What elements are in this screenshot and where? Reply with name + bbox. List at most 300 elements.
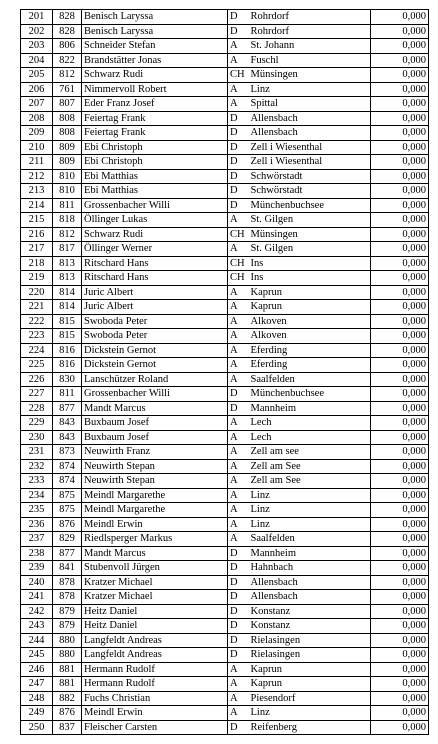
bib-number-cell: 812 [53,68,82,83]
athlete-name-cell: Schwarz Rudi [82,68,228,83]
points-cell: 0,000 [371,329,429,344]
country-code-cell: D [228,604,249,619]
athlete-name-cell: Hermann Rudolf [82,677,228,692]
athlete-name-cell: Ebi Matthias [82,184,228,199]
rank-cell: 233 [21,474,53,489]
rank-cell: 243 [21,619,53,634]
points-cell: 0,000 [371,271,429,286]
hometown-cell: Ins [249,271,371,286]
country-code-cell: D [228,619,249,634]
points-cell: 0,000 [371,387,429,402]
points-cell: 0,000 [371,445,429,460]
rank-cell: 229 [21,416,53,431]
rank-cell: 238 [21,546,53,561]
points-cell: 0,000 [371,169,429,184]
rank-cell: 204 [21,53,53,68]
rank-cell: 232 [21,459,53,474]
points-cell: 0,000 [371,416,429,431]
country-code-cell: D [228,169,249,184]
bib-number-cell: 828 [53,24,82,39]
table-row [21,648,429,663]
country-code-cell: A [228,532,249,547]
bib-number-cell: 814 [53,300,82,315]
points-cell: 0,000 [371,39,429,54]
points-cell: 0,000 [371,706,429,721]
country-code-cell: D [228,140,249,155]
bib-number-cell: 817 [53,242,82,257]
rank-cell: 221 [21,300,53,315]
rank-cell: 250 [21,720,53,735]
country-code-cell: A [228,53,249,68]
points-cell: 0,000 [371,546,429,561]
hometown-cell: Kaprun [249,285,371,300]
table-row [21,300,429,315]
table-row [21,82,429,97]
table-row [21,474,429,489]
country-code-cell: A [228,97,249,112]
country-code-cell: A [228,430,249,445]
country-code-cell: D [228,648,249,663]
table-row [21,24,429,39]
country-code-cell: A [228,416,249,431]
points-cell: 0,000 [371,155,429,170]
athlete-name-cell: Grossenbacher Willi [82,387,228,402]
hometown-cell: Piesendorf [249,691,371,706]
country-code-cell: D [228,546,249,561]
athlete-name-cell: Brandstätter Jonas [82,53,228,68]
bib-number-cell: 878 [53,590,82,605]
table-row [21,68,429,83]
athlete-name-cell: Meindl Erwin [82,517,228,532]
hometown-cell: Konstanz [249,619,371,634]
points-cell: 0,000 [371,68,429,83]
points-cell: 0,000 [371,488,429,503]
table-row [21,532,429,547]
bib-number-cell: 811 [53,387,82,402]
hometown-cell: St. Gilgen [249,213,371,228]
points-cell: 0,000 [371,24,429,39]
rank-cell: 202 [21,24,53,39]
table-row [21,459,429,474]
athlete-name-cell: Heitz Daniel [82,604,228,619]
table-row [21,619,429,634]
rank-cell: 220 [21,285,53,300]
hometown-cell: Alkoven [249,314,371,329]
table-row [21,329,429,344]
rank-cell: 247 [21,677,53,692]
athlete-name-cell: Hermann Rudolf [82,662,228,677]
bib-number-cell: 829 [53,532,82,547]
athlete-name-cell: Fleischer Carsten [82,720,228,735]
table-row [21,285,429,300]
country-code-cell: D [228,126,249,141]
hometown-cell: St. Johann [249,39,371,54]
country-code-cell: A [228,329,249,344]
country-code-cell: A [228,691,249,706]
points-cell: 0,000 [371,459,429,474]
athlete-name-cell: Feiertag Frank [82,126,228,141]
rank-cell: 231 [21,445,53,460]
table-row [21,184,429,199]
rank-cell: 211 [21,155,53,170]
country-code-cell: A [228,285,249,300]
rank-cell: 235 [21,503,53,518]
points-cell: 0,000 [371,590,429,605]
hometown-cell: Schwörstadt [249,184,371,199]
bib-number-cell: 874 [53,474,82,489]
rank-cell: 217 [21,242,53,257]
athlete-name-cell: Juric Albert [82,300,228,315]
athlete-name-cell: Buxbaum Josef [82,416,228,431]
athlete-name-cell: Ritschard Hans [82,256,228,271]
rank-cell: 203 [21,39,53,54]
bib-number-cell: 815 [53,314,82,329]
points-cell: 0,000 [371,532,429,547]
bib-number-cell: 879 [53,619,82,634]
rank-cell: 245 [21,648,53,663]
table-row [21,97,429,112]
hometown-cell: Münsingen [249,68,371,83]
bib-number-cell: 873 [53,445,82,460]
country-code-cell: D [228,575,249,590]
country-code-cell: A [228,677,249,692]
table-row [21,416,429,431]
bib-number-cell: 877 [53,401,82,416]
hometown-cell: Linz [249,706,371,721]
table-row [21,242,429,257]
rank-cell: 228 [21,401,53,416]
table-row [21,169,429,184]
athlete-name-cell: Meindl Margarethe [82,488,228,503]
points-cell: 0,000 [371,604,429,619]
points-cell: 0,000 [371,619,429,634]
points-cell: 0,000 [371,184,429,199]
bib-number-cell: 843 [53,416,82,431]
table-row [21,198,429,213]
table-row [21,604,429,619]
table-row [21,662,429,677]
athlete-name-cell: Buxbaum Josef [82,430,228,445]
athlete-name-cell: Neuwirth Franz [82,445,228,460]
athlete-name-cell: Ebi Christoph [82,155,228,170]
points-cell: 0,000 [371,662,429,677]
country-code-cell: A [228,343,249,358]
hometown-cell: Hahnbach [249,561,371,576]
points-cell: 0,000 [371,503,429,518]
table-row [21,503,429,518]
bib-number-cell: 809 [53,155,82,170]
points-cell: 0,000 [371,372,429,387]
results-table-body [21,10,429,735]
athlete-name-cell: Öllinger Lukas [82,213,228,228]
table-row [21,488,429,503]
results-table [20,9,429,735]
points-cell: 0,000 [371,242,429,257]
country-code-cell: A [228,39,249,54]
points-cell: 0,000 [371,111,429,126]
country-code-cell: CH [228,227,249,242]
points-cell: 0,000 [371,97,429,112]
athlete-name-cell: Juric Albert [82,285,228,300]
hometown-cell: Ins [249,256,371,271]
hometown-cell: Rielasingen [249,633,371,648]
country-code-cell: A [228,459,249,474]
hometown-cell: Allensbach [249,126,371,141]
hometown-cell: Zell i Wiesenthal [249,140,371,155]
rank-cell: 213 [21,184,53,199]
rank-cell: 241 [21,590,53,605]
hometown-cell: Münchenbuchsee [249,198,371,213]
rank-cell: 246 [21,662,53,677]
hometown-cell: Allensbach [249,590,371,605]
athlete-name-cell: Lanschützer Roland [82,372,228,387]
bib-number-cell: 876 [53,706,82,721]
table-row [21,372,429,387]
athlete-name-cell: Mandt Marcus [82,401,228,416]
athlete-name-cell: Kratzer Michael [82,575,228,590]
points-cell: 0,000 [371,126,429,141]
rank-cell: 222 [21,314,53,329]
athlete-name-cell: Schneider Stefan [82,39,228,54]
bib-number-cell: 881 [53,662,82,677]
bib-number-cell: 806 [53,39,82,54]
points-cell: 0,000 [371,561,429,576]
country-code-cell: A [228,662,249,677]
country-code-cell: A [228,488,249,503]
table-row [21,561,429,576]
bib-number-cell: 811 [53,198,82,213]
hometown-cell: Saalfelden [249,532,371,547]
athlete-name-cell: Meindl Erwin [82,706,228,721]
bib-number-cell: 880 [53,633,82,648]
points-cell: 0,000 [371,343,429,358]
rank-cell: 244 [21,633,53,648]
bib-number-cell: 816 [53,343,82,358]
country-code-cell: D [228,590,249,605]
bib-number-cell: 875 [53,503,82,518]
athlete-name-cell: Neuwirth Stepan [82,474,228,489]
rank-cell: 225 [21,358,53,373]
athlete-name-cell: Mandt Marcus [82,546,228,561]
athlete-name-cell: Meindl Margarethe [82,503,228,518]
bib-number-cell: 809 [53,140,82,155]
athlete-name-cell: Öllinger Werner [82,242,228,257]
bib-number-cell: 830 [53,372,82,387]
table-row [21,271,429,286]
athlete-name-cell: Benisch Laryssa [82,24,228,39]
points-cell: 0,000 [371,285,429,300]
rank-cell: 206 [21,82,53,97]
points-cell: 0,000 [371,300,429,315]
athlete-name-cell: Stubenvoll Jürgen [82,561,228,576]
athlete-name-cell: Heitz Daniel [82,619,228,634]
athlete-name-cell: Langfeldt Andreas [82,648,228,663]
hometown-cell: Lech [249,430,371,445]
bib-number-cell: 818 [53,213,82,228]
hometown-cell: Lech [249,416,371,431]
bib-number-cell: 837 [53,720,82,735]
hometown-cell: Münsingen [249,227,371,242]
athlete-name-cell: Fuchs Christian [82,691,228,706]
athlete-name-cell: Nimmervoll Robert [82,82,228,97]
athlete-name-cell: Ebi Matthias [82,169,228,184]
points-cell: 0,000 [371,430,429,445]
points-cell: 0,000 [371,677,429,692]
hometown-cell: Zell am See [249,459,371,474]
rank-cell: 236 [21,517,53,532]
country-code-cell: A [228,445,249,460]
bib-number-cell: 814 [53,285,82,300]
table-row [21,10,429,25]
country-code-cell: A [228,314,249,329]
rank-cell: 212 [21,169,53,184]
bib-number-cell: 876 [53,517,82,532]
bib-number-cell: 813 [53,271,82,286]
hometown-cell: Reifenberg [249,720,371,735]
hometown-cell: Allensbach [249,575,371,590]
country-code-cell: A [228,517,249,532]
country-code-cell: D [228,387,249,402]
rank-cell: 209 [21,126,53,141]
hometown-cell: Schwörstadt [249,169,371,184]
hometown-cell: Zell am see [249,445,371,460]
hometown-cell: Mannheim [249,401,371,416]
table-row [21,387,429,402]
hometown-cell: Linz [249,82,371,97]
points-cell: 0,000 [371,256,429,271]
athlete-name-cell: Dickstein Gernot [82,358,228,373]
country-code-cell: A [228,300,249,315]
rank-cell: 215 [21,213,53,228]
bib-number-cell: 828 [53,10,82,25]
table-row [21,401,429,416]
points-cell: 0,000 [371,474,429,489]
rank-cell: 201 [21,10,53,25]
athlete-name-cell: Ebi Christoph [82,140,228,155]
country-code-cell: A [228,503,249,518]
rank-cell: 216 [21,227,53,242]
country-code-cell: CH [228,271,249,286]
points-cell: 0,000 [371,227,429,242]
points-cell: 0,000 [371,53,429,68]
athlete-name-cell: Eder Franz Josef [82,97,228,112]
hometown-cell: Linz [249,503,371,518]
points-cell: 0,000 [371,314,429,329]
rank-cell: 226 [21,372,53,387]
rank-cell: 208 [21,111,53,126]
bib-number-cell: 816 [53,358,82,373]
bib-number-cell: 813 [53,256,82,271]
country-code-cell: A [228,242,249,257]
points-cell: 0,000 [371,213,429,228]
hometown-cell: Spittal [249,97,371,112]
rank-cell: 207 [21,97,53,112]
table-row [21,590,429,605]
rank-cell: 218 [21,256,53,271]
table-row [21,546,429,561]
country-code-cell: D [228,111,249,126]
points-cell: 0,000 [371,198,429,213]
athlete-name-cell: Swoboda Peter [82,314,228,329]
hometown-cell: Rielasingen [249,648,371,663]
points-cell: 0,000 [371,140,429,155]
country-code-cell: D [228,633,249,648]
bib-number-cell: 878 [53,575,82,590]
table-row [21,720,429,735]
table-row [21,343,429,358]
athlete-name-cell: Ritschard Hans [82,271,228,286]
hometown-cell: Alkoven [249,329,371,344]
bib-number-cell: 812 [53,227,82,242]
rank-cell: 224 [21,343,53,358]
rank-cell: 219 [21,271,53,286]
table-row [21,213,429,228]
rank-cell: 227 [21,387,53,402]
table-row [21,430,429,445]
bib-number-cell: 815 [53,329,82,344]
bib-number-cell: 881 [53,677,82,692]
table-row [21,314,429,329]
hometown-cell: St. Gilgen [249,242,371,257]
hometown-cell: Eferding [249,343,371,358]
athlete-name-cell: Feiertag Frank [82,111,228,126]
points-cell: 0,000 [371,517,429,532]
bib-number-cell: 875 [53,488,82,503]
rank-cell: 205 [21,68,53,83]
bib-number-cell: 808 [53,111,82,126]
table-row [21,256,429,271]
country-code-cell: A [228,372,249,387]
points-cell: 0,000 [371,575,429,590]
bib-number-cell: 879 [53,604,82,619]
bib-number-cell: 808 [53,126,82,141]
table-row [21,111,429,126]
rank-cell: 248 [21,691,53,706]
bib-number-cell: 807 [53,97,82,112]
bib-number-cell: 810 [53,169,82,184]
points-cell: 0,000 [371,401,429,416]
points-cell: 0,000 [371,10,429,25]
hometown-cell: Fuschl [249,53,371,68]
athlete-name-cell: Neuwirth Stepan [82,459,228,474]
hometown-cell: Rohrdorf [249,10,371,25]
hometown-cell: Eferding [249,358,371,373]
athlete-name-cell: Riedlsperger Markus [82,532,228,547]
country-code-cell: A [228,213,249,228]
country-code-cell: A [228,706,249,721]
hometown-cell: Konstanz [249,604,371,619]
hometown-cell: Zell am See [249,474,371,489]
bib-number-cell: 880 [53,648,82,663]
country-code-cell: D [228,184,249,199]
bib-number-cell: 874 [53,459,82,474]
athlete-name-cell: Langfeldt Andreas [82,633,228,648]
table-row [21,227,429,242]
points-cell: 0,000 [371,633,429,648]
table-row [21,445,429,460]
hometown-cell: Linz [249,517,371,532]
country-code-cell: A [228,358,249,373]
athlete-name-cell: Kratzer Michael [82,590,228,605]
rank-cell: 240 [21,575,53,590]
points-cell: 0,000 [371,720,429,735]
table-row [21,677,429,692]
hometown-cell: Linz [249,488,371,503]
table-row [21,140,429,155]
athlete-name-cell: Benisch Laryssa [82,10,228,25]
bib-number-cell: 761 [53,82,82,97]
athlete-name-cell: Grossenbacher Willi [82,198,228,213]
